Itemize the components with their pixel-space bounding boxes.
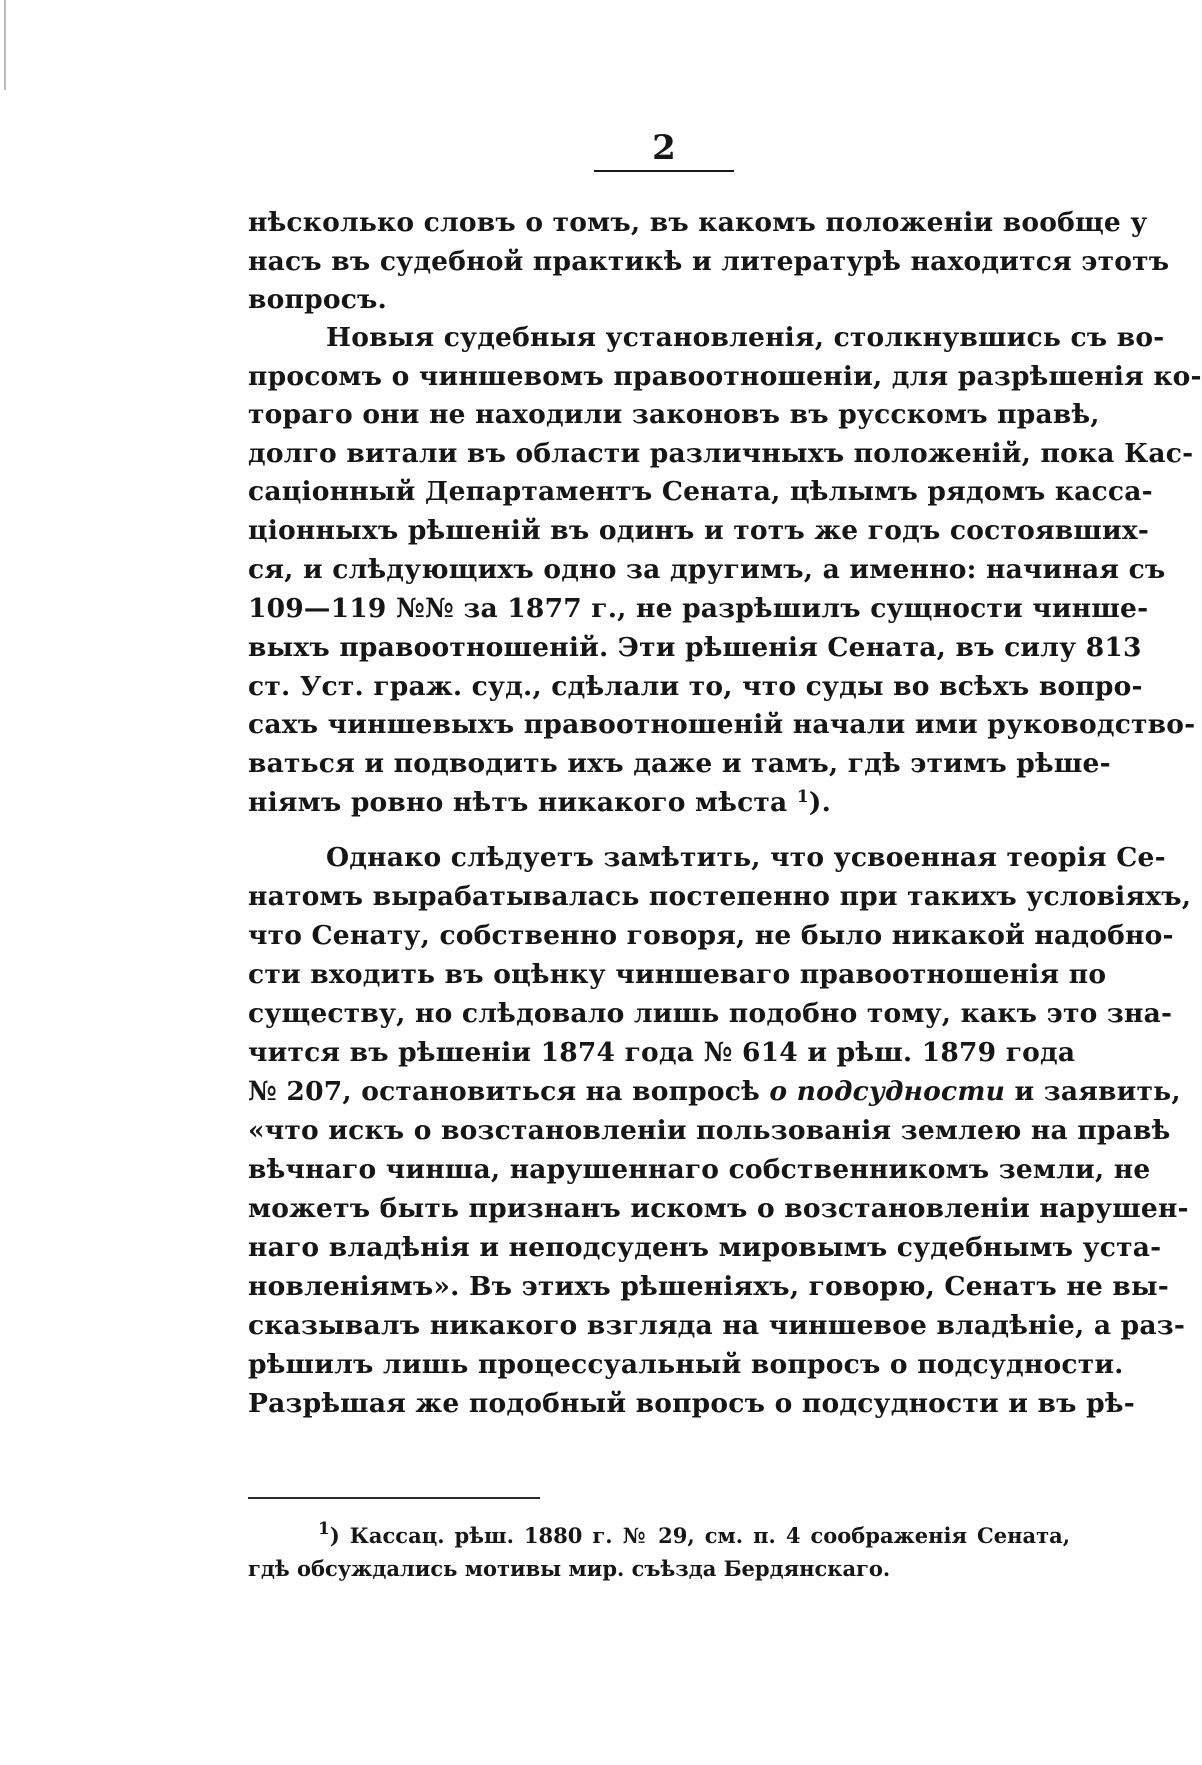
text-segment: № 207, остановиться на вопросѣ	[248, 1076, 770, 1107]
text-line: Разрѣшая же подобный вопросъ о подсудности и въ рѣ-	[248, 1388, 1135, 1419]
text-line: чится въ рѣшеніи 1874 года № 614 и рѣш. 1879 года	[248, 1037, 1076, 1068]
text-line: 109—119 №№ за 1877 г., не разрѣшилъ сущности чинше-	[248, 593, 1149, 624]
text-line: вѣчнаго чинша, нарушеннаго собственникомъ земли, не	[248, 1154, 1151, 1185]
footnote-rule	[248, 1497, 540, 1499]
text-line: новленіямъ». Въ этихъ рѣшеніяхъ, говорю, Сенатъ не вы-	[248, 1271, 1169, 1302]
text-line: наго владѣнія и неподсуденъ мировымъ судебнымъ уста-	[248, 1232, 1162, 1263]
text-line: вопросъ.	[248, 284, 387, 315]
text-line: существу, но слѣдовало лишь подобно тому, какъ это зна-	[248, 998, 1173, 1029]
text-line: долго витали въ области различныхъ положеній, пока Кас-	[248, 438, 1194, 469]
text-line: просомъ о чиншевомъ правоотношеніи, для разрѣшенія ко-	[248, 361, 1202, 392]
page-number-rule	[594, 170, 734, 172]
text-line: ст. Уст. граж. суд., сдѣлали то, что суды во всѣхъ вопро-	[248, 671, 1143, 702]
text-line: саціонный Департаментъ Сената, цѣлымъ рядомъ касса-	[248, 476, 1153, 507]
text-line: сахъ чиншевыхъ правоотношеній начали ими руководство-	[248, 709, 1196, 740]
text-line: можетъ быть признанъ искомъ о возстановленіи нарушен-	[248, 1193, 1189, 1224]
text-line: сказывалъ никакого взгляда на чиншевое владѣніе, а раз-	[248, 1310, 1186, 1341]
text-line: Новыя судебныя установленія, столкнувшись съ во-	[326, 322, 1165, 353]
text-line	[248, 1076, 1181, 1107]
page-number: 2	[652, 128, 676, 168]
text-line: что Сенату, собственно говоря, не было никакой надобно-	[248, 920, 1174, 951]
text-line: ваться и подводить ихъ даже и тамъ, гдѣ этимъ рѣше-	[248, 748, 1111, 779]
text-line: нѣсколько словъ о томъ, въ какомъ положеніи вообще у	[248, 207, 1148, 238]
italic-phrase: о подсудности	[769, 1076, 1006, 1107]
text-line: насъ въ судебной практикѣ и литературѣ находится этотъ	[248, 246, 1170, 277]
scan-edge-mark	[4, 0, 6, 90]
text-line: «что искъ о возстановленіи пользованія землею на правѣ	[248, 1115, 1171, 1146]
text-line: выхъ правоотношеній. Эти рѣшенія Сената, въ силу 813	[248, 632, 1142, 663]
text-line: сти входить въ оцѣнку чиншеваго правоотношенія по	[248, 959, 1107, 990]
text-line: тораго они не находили законовъ въ русскомъ правѣ,	[248, 399, 1100, 430]
footnote-marker: 1	[318, 1519, 330, 1539]
text-line: натомъ вырабатывалась постепенно при такихъ условіяхъ,	[248, 881, 1192, 912]
text-segment: ) Кассац. рѣш. 1880 г. № 29, см. п. 4 соображенія Сената,	[329, 1523, 1070, 1548]
footnote-ref: 1	[796, 787, 809, 807]
text-line: Однако слѣдуетъ замѣтить, что усвоенная теорія Се-	[326, 842, 1166, 873]
text-segment: и заявить,	[1005, 1076, 1181, 1107]
footnote-line	[318, 1519, 1070, 1549]
text-line	[248, 788, 1070, 818]
text-line: рѣшилъ лишь процессуальный вопросъ о подсудности.	[248, 1349, 1124, 1380]
text-segment: ніямъ ровно нѣтъ никакого мѣста	[248, 787, 788, 818]
footnote-line: гдѣ обсуждались мотивы мир. съѣзда Бердянскаго.	[248, 1556, 891, 1581]
text-line: ціонныхъ рѣшеній въ одинъ и тотъ же годъ состоявших-	[248, 515, 1150, 546]
text-line: ся, и слѣдующихъ одно за другимъ, а именно: начиная съ	[248, 554, 1166, 585]
text-segment: ).	[808, 787, 832, 818]
